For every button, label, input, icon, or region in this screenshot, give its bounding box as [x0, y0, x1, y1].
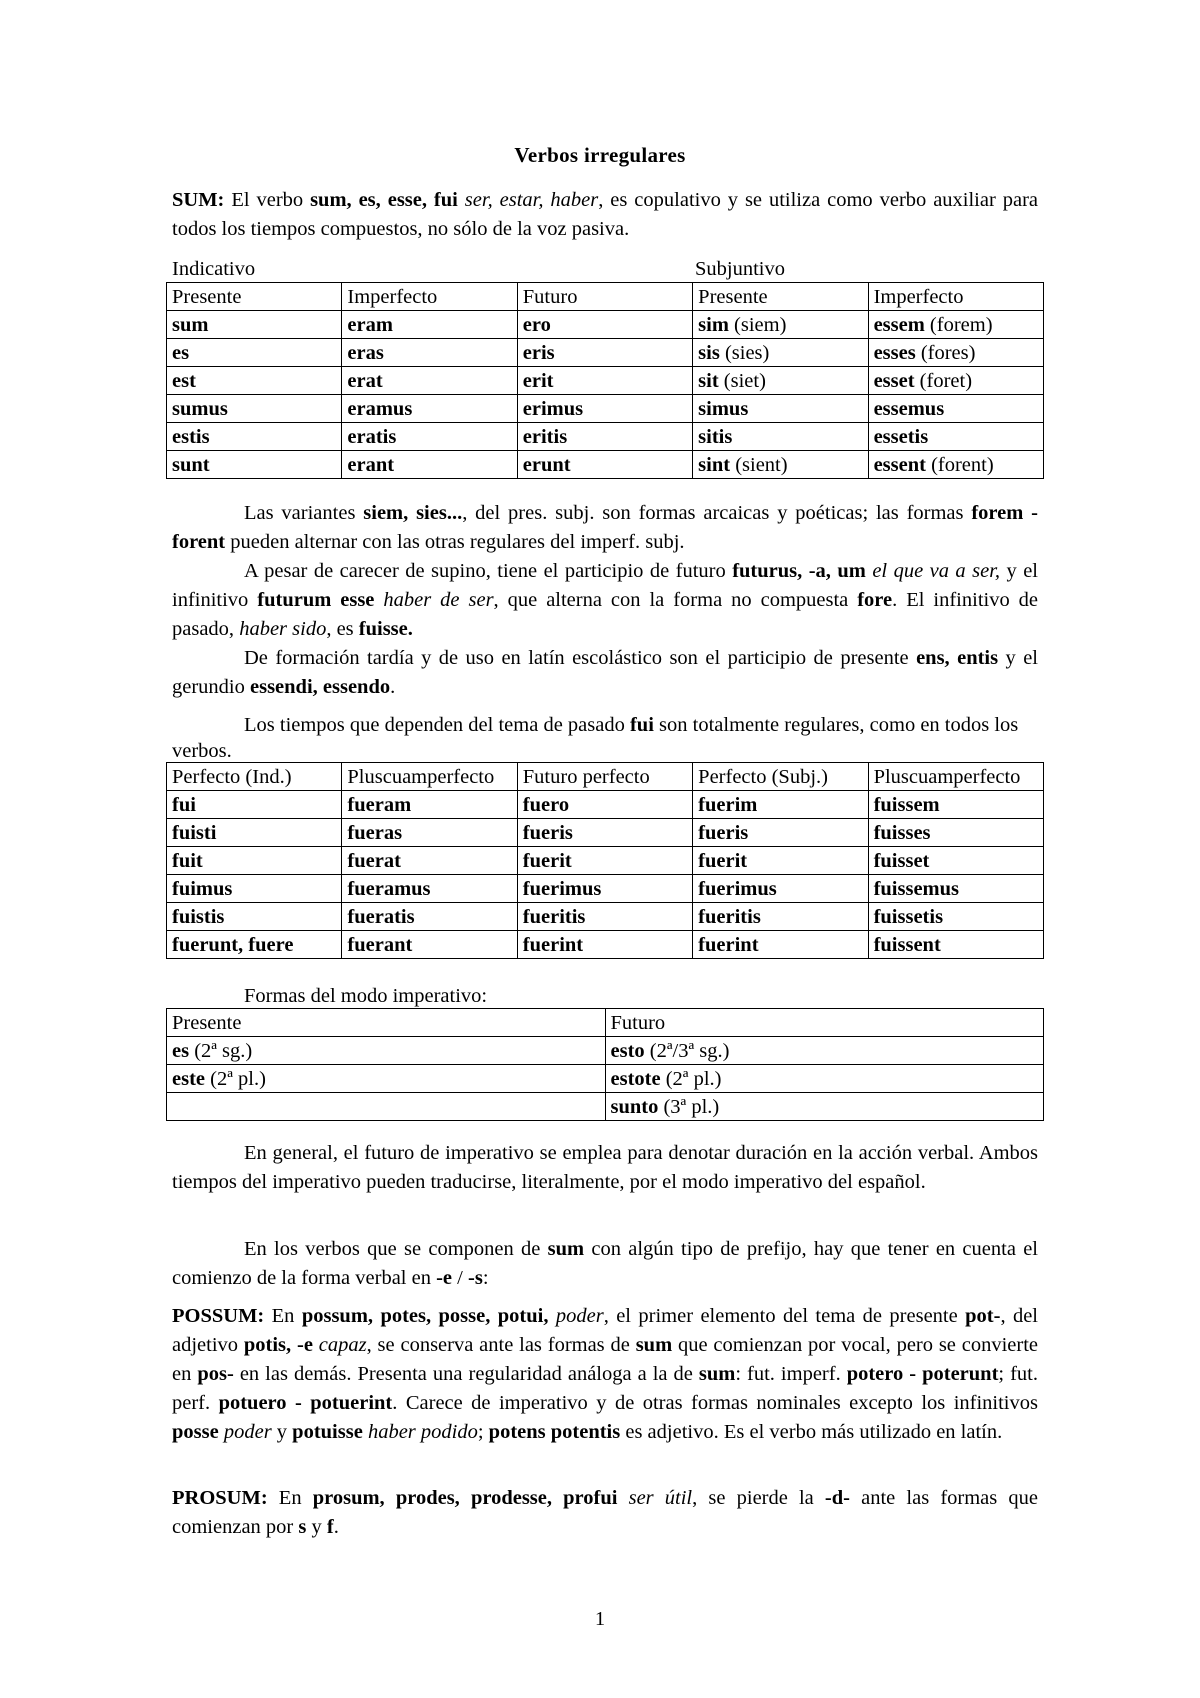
table-row	[167, 367, 1044, 395]
verb-form: fuerit	[522, 849, 572, 872]
verb-form: fuerint	[522, 933, 584, 956]
bold-term: posse	[172, 1421, 219, 1443]
header-label: Presente	[172, 1011, 242, 1034]
verb-form: ero	[522, 313, 551, 336]
text-run: : fut. imperf.	[735, 1363, 847, 1385]
person-number: (2ª/3ª sg.)	[644, 1039, 730, 1062]
italic-gloss: poder	[223, 1421, 272, 1443]
column-header	[693, 763, 868, 791]
verb-form: sint	[698, 453, 731, 476]
verb-form: simus	[698, 397, 749, 420]
verb-form: fuimus	[172, 877, 233, 900]
conjugation-table-sum	[166, 282, 1044, 479]
italic-gloss: el que va a ser,	[872, 560, 1001, 582]
column-header	[517, 763, 692, 791]
table-row	[167, 847, 1044, 875]
table-cell	[167, 1093, 606, 1121]
text-run: . El infinitivo de pasado,	[172, 589, 1039, 640]
bold-term: potuero - potuerint	[218, 1392, 393, 1414]
text-run: y	[271, 1421, 293, 1443]
column-header	[167, 763, 342, 791]
verb-form: essetis	[873, 425, 929, 448]
bold-term: essendi, essendo	[250, 676, 391, 698]
table-cell	[167, 423, 342, 451]
table-cell	[517, 339, 692, 367]
table1-group-indicativo: Indicativo	[172, 258, 256, 280]
bold-term: futurum esse	[257, 589, 375, 611]
table-cell	[342, 311, 517, 339]
table-cell	[868, 875, 1043, 903]
verb-form: es	[172, 341, 190, 364]
verb-form: essent	[873, 453, 926, 476]
table-cell	[342, 847, 517, 875]
bold-term: fuisse.	[358, 618, 413, 640]
table-cell	[605, 1065, 1044, 1093]
table-cell	[167, 931, 342, 959]
table-cell	[167, 819, 342, 847]
bold-term: -s	[468, 1267, 483, 1289]
verb-form: erunt	[522, 453, 571, 476]
verb-form: esses	[873, 341, 916, 364]
verb-form: eratis	[347, 425, 397, 448]
verb-form: sitis	[698, 425, 733, 448]
table-row	[167, 903, 1044, 931]
table-cell	[342, 423, 517, 451]
table-cell	[868, 931, 1043, 959]
bold-term: prosum, prodes, prodesse, profui	[312, 1487, 618, 1509]
italic-gloss: haber podido	[367, 1421, 478, 1443]
table-row	[167, 931, 1044, 959]
table-cell	[342, 875, 517, 903]
table-cell	[167, 875, 342, 903]
verb-form: erat	[347, 369, 383, 392]
table-cell	[342, 791, 517, 819]
table-cell	[167, 311, 342, 339]
variant-form: (foret)	[914, 369, 973, 392]
verb-form: fuisset	[873, 849, 930, 872]
table-row	[167, 791, 1044, 819]
table-row	[167, 311, 1044, 339]
verb-form: fuissem	[873, 793, 940, 816]
table-cell	[517, 847, 692, 875]
bold-term: possum, potes, posse, potui,	[301, 1305, 549, 1327]
table-cell	[517, 423, 692, 451]
verb-form: eritis	[522, 425, 568, 448]
header-label: Imperfecto	[873, 285, 964, 308]
bold-term: sum	[547, 1238, 585, 1260]
bold-term: fore	[857, 589, 893, 611]
verb-form: fuerimus	[522, 877, 602, 900]
table-cell	[868, 847, 1043, 875]
table-row	[167, 423, 1044, 451]
table-cell	[167, 451, 342, 479]
column-header	[868, 763, 1043, 791]
verb-form: fuisses	[873, 821, 931, 844]
table1-group-subjuntivo: Subjuntivo	[695, 258, 785, 280]
bold-term: siem, sies...	[363, 502, 463, 524]
variant-form: (sies)	[719, 341, 770, 364]
variant-form: (sient)	[730, 453, 788, 476]
text-run: , se conserva ante las formas de	[366, 1334, 636, 1356]
verb-form: fuerant	[347, 933, 413, 956]
text-run: , es	[326, 618, 359, 640]
text-run: y	[306, 1516, 327, 1538]
column-header	[167, 283, 342, 311]
table-cell	[868, 395, 1043, 423]
table-cell	[167, 367, 342, 395]
text-run: .	[390, 676, 396, 698]
paragraph-prosum	[172, 1484, 1038, 1542]
verb-form: erant	[347, 453, 395, 476]
bold-term: potens potentis	[488, 1421, 621, 1443]
variant-form: (siem)	[728, 313, 787, 336]
verb-form: fueratis	[347, 905, 415, 928]
table-cell	[868, 451, 1043, 479]
bold-term: potero - poterunt	[846, 1363, 999, 1385]
header-label: Presente	[698, 285, 768, 308]
variant-form: (forem)	[924, 313, 993, 336]
table-cell	[693, 847, 868, 875]
table-cell	[167, 791, 342, 819]
text-run: , que alterna con la forma no compuesta	[493, 589, 858, 611]
verb-form: fuerint	[698, 933, 759, 956]
text-run: ante las formas que comienzan por	[172, 1487, 1038, 1538]
verb-form: eram	[347, 313, 393, 336]
table2-header-row	[167, 763, 1044, 791]
paragraph-supino	[172, 557, 1038, 644]
verb-form: fueritis	[698, 905, 761, 928]
table-cell	[693, 875, 868, 903]
table-cell	[868, 791, 1043, 819]
table-row	[167, 1093, 1044, 1121]
bold-term: sum, es, esse, fui	[310, 189, 458, 211]
italic-gloss: haber sido	[239, 618, 327, 640]
text-run: De formación tardía y de uso en latín escolástico son el participio de presente	[244, 647, 917, 669]
table-cell	[342, 819, 517, 847]
verb-form: fui	[172, 793, 196, 816]
header-label: Perfecto (Subj.)	[698, 765, 828, 788]
table-cell	[517, 791, 692, 819]
verb-form: essemus	[873, 397, 945, 420]
bold-term: potuisse	[292, 1421, 363, 1443]
table3-header-row	[167, 1009, 1044, 1037]
table-cell	[167, 395, 342, 423]
paragraph-possum	[172, 1302, 1038, 1447]
verb-form: fuissemus	[873, 877, 959, 900]
verb-form: eris	[522, 341, 555, 364]
person-number: (2ª pl.)	[660, 1067, 722, 1090]
verb-form: sim	[698, 313, 729, 336]
verb-form: estis	[172, 425, 210, 448]
text-run	[458, 189, 465, 211]
paragraph-tiempos-pasado	[172, 712, 1038, 764]
verb-form: fuistis	[172, 905, 225, 928]
table-cell	[693, 311, 868, 339]
text-run: En	[267, 1487, 313, 1509]
verb-form: es	[172, 1039, 190, 1062]
text-run: A pesar de carecer de supino, tiene el participio de futuro	[244, 560, 733, 582]
table-cell	[342, 903, 517, 931]
table-cell	[693, 339, 868, 367]
verb-form: sumus	[172, 397, 228, 420]
paragraph-variantes	[172, 499, 1038, 557]
bold-term: f	[326, 1516, 334, 1538]
header-label: Pluscuamperfecto	[347, 765, 495, 788]
verb-form: fueram	[347, 793, 412, 816]
italic-gloss: ser, estar, haber	[464, 189, 599, 211]
verb-form: sis	[698, 341, 720, 364]
bold-term: potis, -e	[243, 1334, 313, 1356]
verb-form: fuerim	[698, 793, 758, 816]
paragraph-verbos-compuestos	[172, 1235, 1038, 1293]
verb-form: fuerunt, fuere	[172, 933, 294, 956]
table-cell	[693, 903, 868, 931]
table-cell	[342, 395, 517, 423]
table-row	[167, 819, 1044, 847]
bold-term: sum	[635, 1334, 673, 1356]
verb-form: sunt	[172, 453, 210, 476]
text-run: , se pierde la	[692, 1487, 825, 1509]
header-label: Futuro	[522, 285, 578, 308]
table-cell	[693, 819, 868, 847]
verb-form: fuerimus	[698, 877, 777, 900]
text-run: son totalmente regulares, como en todos los verbos.	[172, 714, 1019, 762]
text-run: :	[482, 1267, 489, 1289]
verb-form: este	[172, 1067, 206, 1090]
bold-term: SUM:	[172, 189, 225, 211]
bold-term: -d-	[824, 1487, 850, 1509]
bold-term: POSSUM:	[172, 1305, 265, 1327]
verb-form: sit	[698, 369, 719, 392]
verb-form: fuero	[522, 793, 570, 816]
bold-term: s	[298, 1516, 307, 1538]
bold-term: pot-	[965, 1305, 1001, 1327]
verb-form: fuit	[172, 849, 203, 872]
variant-form: (fores)	[915, 341, 976, 364]
column-header	[605, 1009, 1044, 1037]
page-title: Verbos irregulares	[514, 143, 686, 167]
verb-form: fuerat	[347, 849, 401, 872]
table1-header-row	[167, 283, 1044, 311]
verb-form: fueramus	[347, 877, 431, 900]
italic-gloss: ser útil	[628, 1487, 693, 1509]
table-cell	[517, 875, 692, 903]
bold-term: PROSUM:	[172, 1487, 268, 1509]
page-number: 1	[594, 1608, 606, 1630]
paragraph-sum-intro	[172, 186, 1038, 244]
text-run: En general, el futuro de imperativo se emplea para denotar duración en la acción verbal. Ambos tiempos del imperativo pueden traducirse, literalmente, por el modo imperativo del español.	[172, 1142, 1038, 1193]
verb-form: fuerit	[698, 849, 748, 872]
text-run: El verbo	[224, 189, 311, 211]
text-run: /	[452, 1267, 468, 1289]
table-cell	[167, 1037, 606, 1065]
table-cell	[342, 367, 517, 395]
table-cell	[167, 903, 342, 931]
bold-term: fui	[629, 714, 654, 736]
header-label: Imperfecto	[347, 285, 438, 308]
italic-gloss: capaz	[318, 1334, 367, 1356]
text-run: .	[333, 1516, 339, 1538]
table-cell	[868, 819, 1043, 847]
column-header	[167, 1009, 606, 1037]
verb-form: erimus	[522, 397, 584, 420]
bold-term: forem - forent	[172, 502, 1039, 553]
table-cell	[167, 847, 342, 875]
table-row	[167, 875, 1044, 903]
imperative-table	[166, 1008, 1044, 1121]
bold-term: -e	[436, 1267, 453, 1289]
verb-form: esto	[610, 1039, 645, 1062]
text-run: y el gerundio	[172, 647, 1038, 698]
text-run: Las variantes	[244, 502, 364, 524]
table-cell	[868, 903, 1043, 931]
column-header	[868, 283, 1043, 311]
text-run: ; fut. perf.	[172, 1363, 1039, 1414]
table-row	[167, 1065, 1044, 1093]
table-cell	[517, 395, 692, 423]
verb-form: fueris	[698, 821, 749, 844]
verb-form: fuisti	[172, 821, 217, 844]
text-run: . Carece de imperativo y de otras formas nominales excepto los infinitivos	[392, 1392, 1038, 1414]
table-row	[167, 339, 1044, 367]
verb-form: fueris	[522, 821, 573, 844]
table-cell	[868, 311, 1043, 339]
column-header	[517, 283, 692, 311]
verb-form: est	[172, 369, 196, 392]
table-row	[167, 451, 1044, 479]
table-row	[167, 395, 1044, 423]
table-cell	[868, 423, 1043, 451]
table-cell	[693, 367, 868, 395]
text-run: en las demás. Presenta una regularidad análoga a la de	[233, 1363, 699, 1385]
header-label: Pluscuamperfecto	[873, 765, 1021, 788]
text-run: y el infinitivo	[172, 560, 1038, 611]
bold-term: sum	[698, 1363, 736, 1385]
text-run: que comienzan por vocal, pero se convierte en	[172, 1334, 1039, 1385]
paragraph-futuro-imperativo	[172, 1139, 1038, 1197]
verb-form: esset	[873, 369, 915, 392]
text-run: , es copulativo y se utiliza como verbo auxiliar para todos los tiempos compuestos, no sólo de la voz pasiva.	[172, 189, 1039, 240]
table-cell	[693, 451, 868, 479]
text-run: , del adjetivo	[172, 1305, 1039, 1356]
header-label: Presente	[172, 285, 242, 308]
table3-caption: Formas del modo imperativo:	[244, 985, 488, 1007]
paragraph-formacion-tardia	[172, 644, 1038, 702]
column-header	[342, 763, 517, 791]
text-run: En	[264, 1305, 302, 1327]
verb-form: sunto	[610, 1095, 659, 1118]
table-cell	[868, 339, 1043, 367]
verb-form: estote	[610, 1067, 661, 1090]
table-cell	[605, 1093, 1044, 1121]
table-cell	[868, 367, 1043, 395]
verb-form: fuissetis	[873, 905, 944, 928]
bold-term: ens, entis	[916, 647, 999, 669]
verb-form: eras	[347, 341, 384, 364]
header-label: Perfecto (Ind.)	[172, 765, 292, 788]
table-cell	[342, 451, 517, 479]
table-cell	[517, 903, 692, 931]
conjugation-table-fui	[166, 762, 1044, 959]
variant-form: (siet)	[718, 369, 766, 392]
text-run	[617, 1487, 628, 1509]
table-cell	[517, 451, 692, 479]
italic-gloss: poder	[555, 1305, 604, 1327]
text-run: con algún tipo de prefijo, hay que tener en cuenta el comienzo de la forma verbal en	[172, 1238, 1038, 1289]
person-number: (2ª sg.)	[189, 1039, 253, 1062]
verb-form: fueritis	[522, 905, 586, 928]
table-cell	[693, 791, 868, 819]
text-run: ;	[477, 1421, 489, 1443]
header-label: Futuro	[610, 1011, 666, 1034]
verb-form: erit	[522, 369, 554, 392]
table-row	[167, 1037, 1044, 1065]
person-number: (3ª pl.)	[658, 1095, 720, 1118]
text-run: , el primer elemento del tema de presente	[603, 1305, 966, 1327]
table-cell	[167, 1065, 606, 1093]
italic-gloss: haber de ser	[383, 589, 494, 611]
verb-form: sum	[172, 313, 209, 336]
bold-term: pos-	[197, 1363, 234, 1385]
table-cell	[693, 423, 868, 451]
table-cell	[167, 339, 342, 367]
text-run: En los verbos que se componen de	[244, 1238, 548, 1260]
header-label: Futuro perfecto	[522, 765, 650, 788]
table-cell	[605, 1037, 1044, 1065]
variant-form: (forent)	[925, 453, 994, 476]
table-cell	[517, 819, 692, 847]
person-number: (2ª pl.)	[205, 1067, 266, 1090]
verb-form: fuissent	[873, 933, 941, 956]
table-cell	[342, 339, 517, 367]
bold-term: futurus, -a, um	[732, 560, 866, 582]
text-run: , del pres. subj. son formas arcaicas y poéticas; las formas	[462, 502, 972, 524]
verb-form: eramus	[347, 397, 413, 420]
text-run	[548, 1305, 555, 1327]
column-header	[693, 283, 868, 311]
table-cell	[517, 931, 692, 959]
table-cell	[693, 395, 868, 423]
table-cell	[517, 311, 692, 339]
table-cell	[342, 931, 517, 959]
text-run: pueden alternar con las otras regulares del imperf. subj.	[225, 531, 685, 553]
column-header	[342, 283, 517, 311]
verb-form: essem	[873, 313, 925, 336]
text-run: es adjetivo. Es el verbo más utilizado en latín.	[620, 1421, 1003, 1443]
table-cell	[517, 367, 692, 395]
text-run: Los tiempos que dependen del tema de pasado	[244, 714, 630, 736]
verb-form: fueras	[347, 821, 403, 844]
table-cell	[693, 931, 868, 959]
